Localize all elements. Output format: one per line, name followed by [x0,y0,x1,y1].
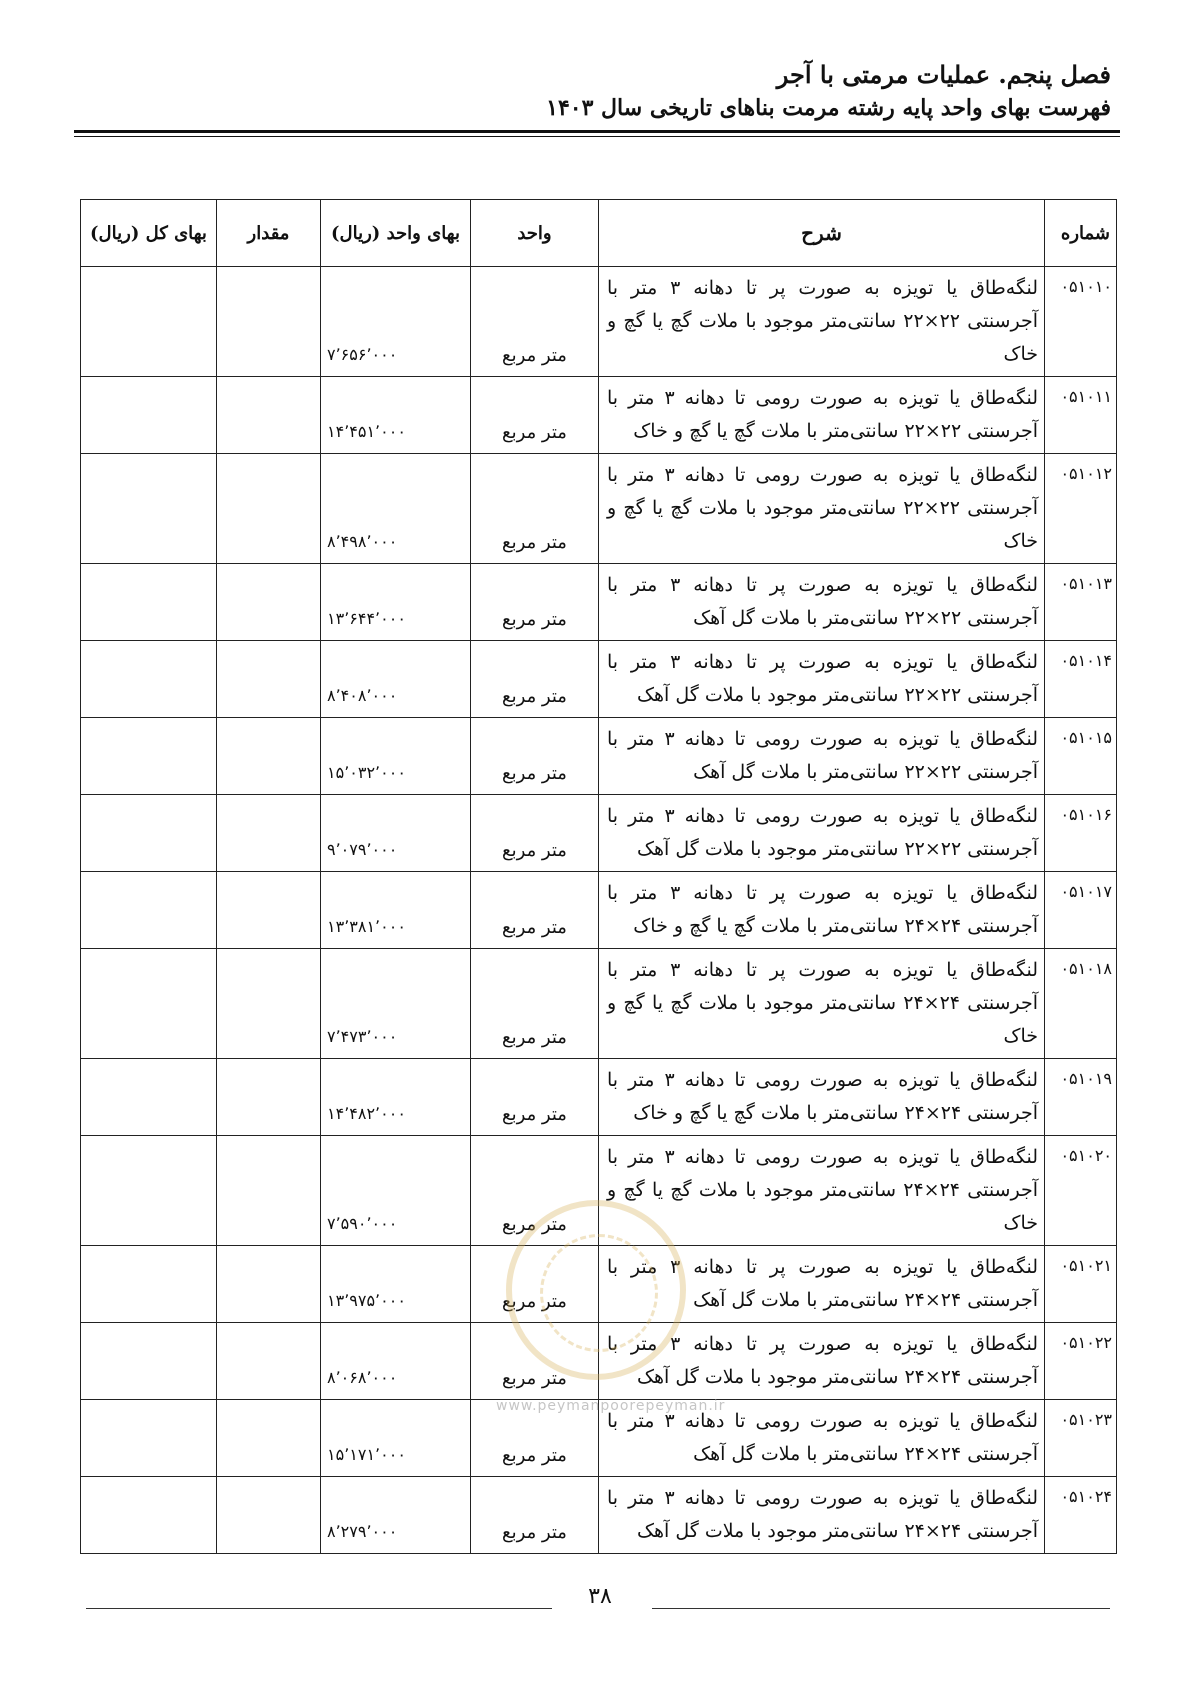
page-number: ۳۸ [588,1584,612,1609]
item-unit: متر مربع [471,1400,599,1477]
table-row [81,1059,1117,1136]
item-number: ۰۵۱۰۱۴ [1045,641,1117,718]
item-number: ۰۵۱۰۱۸ [1045,949,1117,1059]
item-unit-price: ۱۴٬۴۵۱٬۰۰۰ [321,377,471,454]
item-description: لنگه‌طاق یا تویزه به صورت پر تا دهانه ۳ متر با آجرسنتی ۲۴×۲۴ سانتی‌متر موجود با ملات گچ یا گچ و خاک [599,949,1045,1059]
item-number: ۰۵۱۰۱۹ [1045,1059,1117,1136]
item-unit: متر مربع [471,1246,599,1323]
table-row [81,949,1117,1059]
item-unit-price: ۷٬۴۷۳٬۰۰۰ [321,949,471,1059]
item-description: لنگه‌طاق یا تویزه به صورت رومی تا دهانه ۳ متر با آجرسنتی ۲۲×۲۲ سانتی‌متر موجود با ملات گل آهک [599,795,1045,872]
item-unit-price: ۸٬۴۹۸٬۰۰۰ [321,454,471,564]
item-unit: متر مربع [471,267,599,377]
item-unit: متر مربع [471,377,599,454]
item-number: ۰۵۱۰۲۴ [1045,1477,1117,1554]
item-description: لنگه‌طاق یا تویزه به صورت رومی تا دهانه ۳ متر با آجرسنتی ۲۴×۲۴ سانتی‌متر موجود با ملات گچ یا گچ و خاک [599,1136,1045,1246]
item-unit-price: ۱۵٬۰۳۲٬۰۰۰ [321,718,471,795]
item-unit-price: ۷٬۵۹۰٬۰۰۰ [321,1136,471,1246]
item-total-price [81,454,217,564]
item-quantity [217,1059,321,1136]
page-header [80,58,1111,124]
item-unit: متر مربع [471,564,599,641]
item-total-price [81,377,217,454]
item-unit-price: ۱۳٬۳۸۱٬۰۰۰ [321,872,471,949]
item-description: لنگه‌طاق یا تویزه به صورت رومی تا دهانه ۳ متر با آجرسنتی ۲۲×۲۲ سانتی‌متر موجود با ملات گچ یا گچ و خاک [599,454,1045,564]
item-total-price [81,1059,217,1136]
item-unit: متر مربع [471,454,599,564]
item-unit-price: ۸٬۲۷۹٬۰۰۰ [321,1477,471,1554]
item-description: لنگه‌طاق یا تویزه به صورت رومی تا دهانه ۳ متر با آجرسنتی ۲۲×۲۲ سانتی‌متر با ملات گل آهک [599,718,1045,795]
item-number: ۰۵۱۰۱۰ [1045,267,1117,377]
price-table [80,199,1117,1554]
table-row [81,795,1117,872]
item-unit: متر مربع [471,949,599,1059]
item-description: لنگه‌طاق یا تویزه به صورت رومی تا دهانه ۳ متر با آجرسنتی ۲۴×۲۴ سانتی‌متر موجود با ملات گل آهک [599,1477,1045,1554]
item-description: لنگه‌طاق یا تویزه به صورت رومی تا دهانه ۳ متر با آجرسنتی ۲۴×۲۴ سانتی‌متر با ملات گچ یا گچ و خاک [599,1059,1045,1136]
item-quantity [217,872,321,949]
table-row [81,267,1117,377]
item-number: ۰۵۱۰۱۱ [1045,377,1117,454]
table-row [81,1136,1117,1246]
item-number: ۰۵۱۰۲۳ [1045,1400,1117,1477]
table-row [81,564,1117,641]
item-number: ۰۵۱۰۲۲ [1045,1323,1117,1400]
item-number: ۰۵۱۰۱۵ [1045,718,1117,795]
table-row [81,454,1117,564]
item-unit-price: ۱۳٬۶۴۴٬۰۰۰ [321,564,471,641]
item-quantity [217,795,321,872]
column-header-description: شرح [599,200,1045,267]
table-row [81,1477,1117,1554]
item-number: ۰۵۱۰۲۱ [1045,1246,1117,1323]
column-header-number: شماره [1045,200,1117,267]
item-unit: متر مربع [471,1059,599,1136]
item-description: لنگه‌طاق یا تویزه به صورت رومی تا دهانه ۳ متر با آجرسنتی ۲۴×۲۴ سانتی‌متر با ملات گل آهک [599,1400,1045,1477]
item-total-price [81,641,217,718]
item-number: ۰۵۱۰۲۰ [1045,1136,1117,1246]
document-subtitle: فهرست بهای واحد پایه رشته مرمت بناهای تاریخی سال ۱۴۰۳ [546,95,1111,121]
item-total-price [81,1477,217,1554]
item-number: ۰۵۱۰۱۶ [1045,795,1117,872]
item-description: لنگه‌طاق یا تویزه به صورت پر تا دهانه ۳ متر با آجرسنتی ۲۴×۲۴ سانتی‌متر با ملات گچ یا گچ و خاک [599,872,1045,949]
item-unit-price: ۱۴٬۴۸۲٬۰۰۰ [321,1059,471,1136]
item-description: لنگه‌طاق یا تویزه به صورت پر تا دهانه ۳ متر با آجرسنتی ۲۲×۲۲ سانتی‌متر موجود با ملات گچ یا گچ و خاک [599,267,1045,377]
item-unit-price: ۸٬۴۰۸٬۰۰۰ [321,641,471,718]
footer-rule-left [86,1608,552,1609]
item-number: ۰۵۱۰۱۲ [1045,454,1117,564]
table-row [81,641,1117,718]
item-quantity [217,1323,321,1400]
item-total-price [81,949,217,1059]
item-quantity [217,454,321,564]
column-header-unit: واحد [471,200,599,267]
item-unit: متر مربع [471,1323,599,1400]
item-description: لنگه‌طاق یا تویزه به صورت پر تا دهانه ۳ متر با آجرسنتی ۲۲×۲۲ سانتی‌متر موجود با ملات گل آهک [599,641,1045,718]
table-row [81,872,1117,949]
item-quantity [217,1136,321,1246]
item-total-price [81,718,217,795]
item-description: لنگه‌طاق یا تویزه به صورت پر تا دهانه ۳ متر با آجرسنتی ۲۲×۲۲ سانتی‌متر با ملات گل آهک [599,564,1045,641]
item-description: لنگه‌طاق یا تویزه به صورت رومی تا دهانه ۳ متر با آجرسنتی ۲۲×۲۲ سانتی‌متر با ملات گچ یا گچ و خاک [599,377,1045,454]
item-quantity [217,1400,321,1477]
item-unit-price: ۷٬۶۵۶٬۰۰۰ [321,267,471,377]
item-total-price [81,1136,217,1246]
table-row [81,718,1117,795]
table-row [81,1246,1117,1323]
header-rule-thick [74,130,1120,133]
item-quantity [217,377,321,454]
header-rule-thin [74,136,1120,137]
item-quantity [217,564,321,641]
chapter-title: فصل پنجم. عملیات مرمتی با آجر [776,60,1111,89]
item-unit: متر مربع [471,641,599,718]
item-number: ۰۵۱۰۱۷ [1045,872,1117,949]
item-unit: متر مربع [471,795,599,872]
table-header-row [81,200,1117,267]
item-quantity [217,1246,321,1323]
item-quantity [217,718,321,795]
item-unit: متر مربع [471,1136,599,1246]
column-header-total-price: بهای کل (ریال) [81,200,217,267]
item-unit-price: ۸٬۰۶۸٬۰۰۰ [321,1323,471,1400]
item-unit: متر مربع [471,872,599,949]
column-header-quantity: مقدار [217,200,321,267]
item-description: لنگه‌طاق یا تویزه به صورت پر تا دهانه ۳ متر با آجرسنتی ۲۴×۲۴ سانتی‌متر با ملات گل آهک [599,1246,1045,1323]
item-unit-price: ۹٬۰۷۹٬۰۰۰ [321,795,471,872]
column-header-unit-price: بهای واحد (ریال) [321,200,471,267]
item-total-price [81,1246,217,1323]
item-number: ۰۵۱۰۱۳ [1045,564,1117,641]
item-total-price [81,872,217,949]
footer-rule-right [652,1608,1110,1609]
table-row [81,1323,1117,1400]
item-description: لنگه‌طاق یا تویزه به صورت پر تا دهانه ۳ متر با آجرسنتی ۲۴×۲۴ سانتی‌متر موجود با ملات گل آهک [599,1323,1045,1400]
table-row [81,377,1117,454]
item-total-price [81,795,217,872]
item-unit: متر مربع [471,1477,599,1554]
watermark-text: www.peymanpoorepeyman.ir [496,1398,726,1414]
item-unit: متر مربع [471,718,599,795]
item-quantity [217,949,321,1059]
item-quantity [217,641,321,718]
item-unit-price: ۱۳٬۹۷۵٬۰۰۰ [321,1246,471,1323]
item-quantity [217,1477,321,1554]
item-quantity [217,267,321,377]
item-total-price [81,1323,217,1400]
item-total-price [81,564,217,641]
item-unit-price: ۱۵٬۱۷۱٬۰۰۰ [321,1400,471,1477]
item-total-price [81,267,217,377]
item-total-price [81,1400,217,1477]
